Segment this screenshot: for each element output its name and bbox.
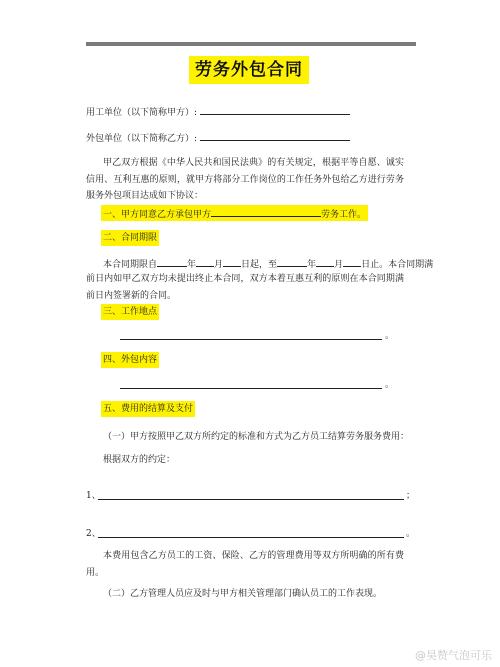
section1-heading	[101, 205, 368, 221]
start-month-blank[interactable]	[196, 255, 214, 267]
work-location-blank[interactable]	[120, 339, 382, 340]
term-day-1: 日起，至	[241, 260, 278, 270]
top-rule	[86, 42, 416, 46]
agreement-text: 根据双方的约定：	[103, 455, 176, 465]
work-location-period: 。	[385, 331, 395, 341]
end-year-blank[interactable]	[277, 255, 307, 267]
item-2-number: 2、	[86, 529, 101, 539]
fee-paragraph: 本费用包含乙方员工的工资、保险、乙方的管理费用等双方所明确的所有费用。	[86, 551, 404, 578]
document-title: 劳务外包合同	[189, 56, 309, 84]
section4-heading: 四、外包内容	[101, 352, 159, 368]
watermark: @昊赞气泡可乐	[415, 649, 492, 662]
start-day-blank[interactable]	[223, 255, 241, 267]
start-year-blank[interactable]	[157, 255, 187, 267]
term-rest: 前日内如甲乙双方均未提出终止本合同，双方本着互惠互利的原则在本合同期满前日内签署新的合同。	[86, 274, 404, 301]
end-day-blank[interactable]	[343, 255, 361, 267]
section1-prefix: 一、甲方同意乙方承包甲方	[103, 210, 212, 220]
term-month-2: 月	[334, 260, 344, 270]
outsourcing-content-period: 。	[385, 380, 395, 390]
term-year-2: 年	[307, 260, 317, 270]
party-b-label: 外包单位（以下简称乙方）:	[86, 134, 198, 144]
section2-heading: 二、合同期限	[101, 230, 159, 246]
section5-heading: 五、费用的结算及支付	[101, 401, 195, 417]
item-2-end: 。	[406, 529, 416, 539]
clause-2: （二）乙方管理人员应及时与甲方相关管理部门确认员工的工作表现。	[103, 589, 383, 599]
term-day-2: 日止。本合同期满	[361, 260, 434, 270]
item-2-blank[interactable]	[98, 537, 404, 538]
section3-heading: 三、工作地点	[101, 304, 159, 320]
term-month-1: 月	[214, 260, 224, 270]
item-1-end: ；	[406, 491, 416, 501]
term-year-1: 年	[187, 260, 197, 270]
party-a-blank[interactable]	[200, 103, 350, 115]
party-a-row	[86, 103, 350, 121]
party-b-blank[interactable]	[200, 129, 350, 141]
outsourcing-content-blank[interactable]	[120, 388, 382, 389]
section1-suffix: 劳务工作。	[321, 210, 367, 220]
intro-paragraph: 甲乙双方根据《中华人民共和国民法典》的有关规定，根据平等自愿、诚实信用、互利互惠的原则，就甲方将部分工作岗位的工作任务外包给乙方进行劳务服务外包项目达成如下协议：	[86, 158, 404, 201]
clause-1: （一）甲方按照甲乙双方所约定的标准和方式为乙方员工结算劳务服务费用：	[103, 432, 410, 442]
section1-blank[interactable]	[211, 205, 321, 217]
party-a-label: 用工单位（以下简称甲方）:	[86, 108, 198, 118]
end-month-blank[interactable]	[316, 255, 334, 267]
party-b-row	[86, 129, 350, 147]
term-start-text: 本合同期限自	[103, 260, 158, 270]
item-1-blank[interactable]	[98, 499, 404, 500]
item-1-number: 1、	[86, 491, 101, 501]
